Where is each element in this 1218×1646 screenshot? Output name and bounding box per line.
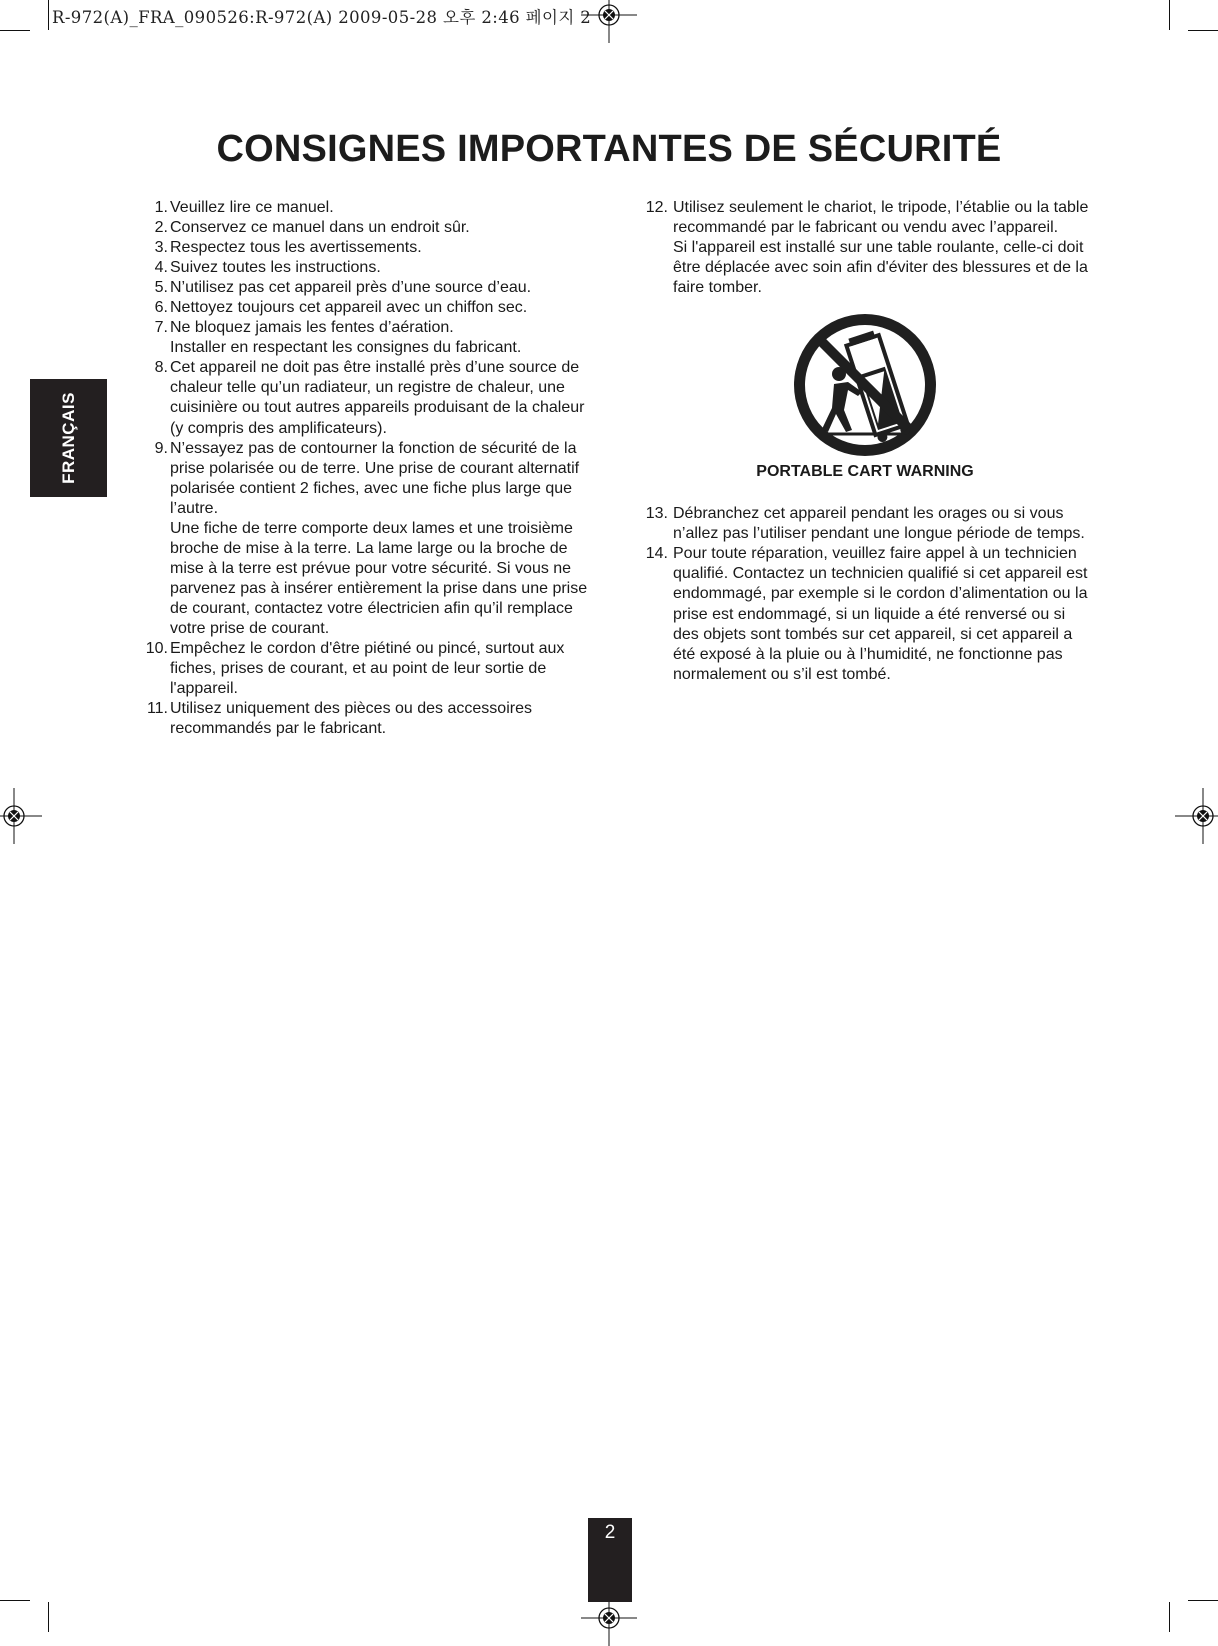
list-item xyxy=(140,439,600,639)
list-item-text: Débranchez cet appareil pendant les orages ou si vous n’allez pas l’utiliser pendant une longue période de temps. xyxy=(673,505,1085,543)
list-item-text: Installer en respectant les consignes du fabricant. xyxy=(170,339,522,357)
list-item-text: Suivez toutes les instructions. xyxy=(170,259,381,277)
page-number-box xyxy=(588,1518,632,1602)
list-item-number: 2. xyxy=(154,219,168,237)
safety-list-left xyxy=(140,198,600,739)
list-item-number: 1. xyxy=(154,199,168,216)
list-item-text: Conservez ce manuel dans un endroit sûr. xyxy=(170,219,470,237)
portable-cart-warning-icon xyxy=(792,312,938,458)
list-item-text: Ne bloquez jamais les fentes d’aération. xyxy=(170,319,454,337)
list-item-text: Veuillez lire ce manuel. xyxy=(170,199,334,216)
list-item-number: 14. xyxy=(645,545,668,563)
registration-mark-icon xyxy=(1175,788,1218,844)
print-header: R-972(A)_FRA_090526:R-972(A) 2009-05-28 오후 2:46 페이지 2 xyxy=(52,8,592,27)
registration-mark-icon xyxy=(0,788,42,844)
list-item-text: Utilisez uniquement des pièces ou des accessoires recommandés par le fabricant. xyxy=(170,700,532,738)
language-tab xyxy=(30,379,107,497)
list-item-text: Pour toute réparation, veuillez faire appel à un technicien qualifié. Contactez un technicien qualifié si cet appareil est endommagé, par exemple si le cordon d’alimentation ou la prise est endommagé, si un liquide a été renversé ou si des objets sont tombés sur cet appareil, si cet appareil a été exposé à la pluie ou à l’humidité, ne fonctionne pas normalement ou s’il est tombé. xyxy=(673,545,1088,683)
list-item-text: N’essayez pas de contourner la fonction de sécurité de la prise polarisée ou de terre. Une prise de courant alternatif polarisée contient 2 fiches, avec une fiche plus large que l’autre. xyxy=(170,439,580,517)
safety-list-right-bottom xyxy=(640,504,1090,684)
list-item-number: 3. xyxy=(154,239,168,257)
right-column xyxy=(640,198,1090,685)
list-item-number: 7. xyxy=(154,319,168,337)
list-item-text: Empêchez le cordon d'être piétiné ou pincé, surtout aux fiches, prises de courant, et au point de leur sortie de l'appareil. xyxy=(170,640,565,698)
list-item xyxy=(140,278,600,298)
list-item-number: 13. xyxy=(645,505,668,523)
list-item-text: Cet appareil ne doit pas être installé près d’une source de chaleur telle qu’un radiateur, un registre de chaleur, une cuisinière ou tout autres appareils produisant de la chaleur (y compris des amplificateurs). xyxy=(170,359,585,437)
list-item xyxy=(140,218,600,238)
list-item xyxy=(640,544,1090,684)
list-item-text: Utilisez seulement le chariot, le tripode, l’établie ou la table recommandé par le fabricant ou vendu avec l’appareil. xyxy=(673,199,1089,237)
list-item xyxy=(140,639,600,699)
list-item-text: N’utilisez pas cet appareil près d’une source d’eau. xyxy=(170,279,532,297)
list-item xyxy=(140,258,600,278)
list-item-number: 5. xyxy=(154,279,168,297)
registration-mark-icon xyxy=(581,0,637,43)
list-item-text: Une fiche de terre comporte deux lames et une troisième broche de mise à la terre. La lame large ou la broche de mise à la terre est prévue pour votre sécurité. Si vous ne parvenez pas à insérer entièrement la prise dans une prise de courant, contactez votre électricien afin qu’il remplace votre prise de courant. xyxy=(170,519,588,637)
left-column xyxy=(140,198,600,739)
list-item xyxy=(140,699,600,739)
page-number: 2 xyxy=(604,1522,616,1543)
page-title: CONSIGNES IMPORTANTES DE SÉCURITÉ xyxy=(216,128,1002,170)
list-item-text: Respectez tous les avertissements. xyxy=(170,239,422,257)
list-item-number: 6. xyxy=(154,299,168,317)
portable-cart-warning xyxy=(640,312,1090,482)
list-item xyxy=(140,318,600,358)
list-item-number: 8. xyxy=(154,359,168,377)
list-item-number: 11. xyxy=(146,700,168,718)
list-item xyxy=(640,198,1090,298)
list-item xyxy=(640,504,1090,544)
list-item-text: Nettoyez toujours cet appareil avec un chiffon sec. xyxy=(170,299,528,317)
list-item-number: 10. xyxy=(145,640,168,658)
list-item-number: 12. xyxy=(645,199,668,216)
list-item-number: 9. xyxy=(154,439,168,457)
safety-list-right-top xyxy=(640,198,1090,298)
list-item xyxy=(140,198,600,218)
list-item xyxy=(140,238,600,258)
language-tab-label: FRANÇAIS xyxy=(58,392,78,484)
list-item xyxy=(140,298,600,318)
warning-caption: PORTABLE CART WARNING xyxy=(756,463,974,481)
list-item-number: 4. xyxy=(154,259,168,277)
list-item-text: Si l'appareil est installé sur une table roulante, celle-ci doit être déplacée avec soin afin d'éviter des blessures et de la faire tomber. xyxy=(673,239,1088,297)
list-item xyxy=(140,358,600,438)
